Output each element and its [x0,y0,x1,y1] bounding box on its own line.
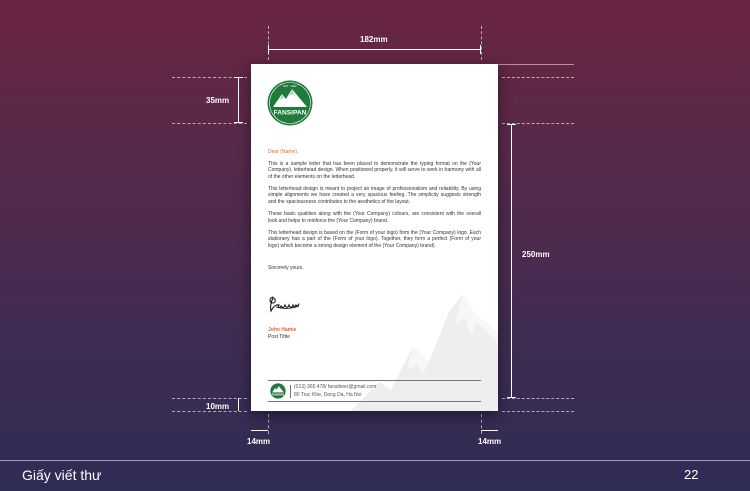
dim-width-tick-left [268,45,269,54]
dim-header-line [238,77,239,123]
footer-contact: (013) 365 478/ fansibeer@gmail.com [294,384,377,390]
footer-address: 80 Truc Khe, Dong Da, Ha Noi [294,392,362,398]
letter-paragraph: This is a sample letter that has been placed to demonstrate the typing format on the (Your Company). letterhead design. When positioned properly, it will serve to work in harmony with all of the other elements on the letterhead. [268,160,481,180]
dim-footer-line [238,398,239,411]
letter-greeting: Dear (Name), [268,149,299,155]
letter-paragraph: This letterhead design is based on the (Form of your logo) form the (Your Company) logo. Each stationery has a part of the (Form of your logo). Together, they form a perfect (Form of your logo) which become a strong design element of the (Your Company) brand). [268,229,481,249]
mountain-watermark-icon [351,274,498,411]
section-title: Giấy viết thư [22,467,102,483]
dim-footer-label: 10mm [206,402,230,411]
dim-width-label: 182mm [360,35,388,44]
guide-left-margin-bottom [268,414,269,434]
letterhead-paper [251,64,498,411]
dim-height-tick-bottom [507,397,516,398]
dim-height-tick-top [507,124,516,125]
dim-height-label: 250mm [522,250,550,259]
signer-name: John Hamie [268,327,297,333]
dim-height-line [511,124,512,398]
guide-header-bottom [172,123,247,124]
guide-page-top [498,64,574,65]
dim-left-margin-line [251,430,268,431]
signer-title: Post Tittle [268,334,290,340]
signature-image [267,294,301,314]
dim-header-tick-top [234,77,243,78]
guide-right-margin [481,26,482,60]
letter-body [268,149,481,277]
logo-arc-text: EST · 1992 [283,85,297,89]
fansipan-logo [267,80,313,126]
dim-left-margin-label: 14mm [247,437,271,446]
page-number: 22 [684,467,699,482]
footer-logo-text: FANSIPAN [271,393,285,397]
guide-footer-bottom [172,411,247,412]
page-bottom-rule [0,460,750,461]
guide-header-top-right [502,77,574,78]
letter-paragraph: This letterhead design is meant to project an image of professionalism and reliability. By using simple alignments we have created a very spacious feeling. The simplicity suggests strength and the spaciousness contributes to the aesthetics of the layout. [268,185,481,205]
guide-footer-top-right [502,398,574,399]
footer-logo [270,383,286,399]
dim-width-tick-right [480,45,481,54]
footer-divider-top [268,380,481,381]
footer-separator [290,385,291,398]
guide-right-margin-bottom [481,414,482,434]
dim-header-tick-bottom [234,122,243,123]
dim-width-line [268,49,481,50]
letter-paragraph: These basic qualities along with the (Your Company) colours, are consistent with the overall look and helps to reinforce the (Your Company) brand. [268,210,481,224]
dim-right-margin-line [481,430,498,431]
guide-footer-bottom-right [502,411,574,412]
logo-text: FANSIPAN [273,109,307,117]
dim-right-margin-label: 14mm [478,437,502,446]
guide-left-margin [268,26,269,60]
dim-header-label: 35mm [206,96,230,105]
guide-footer-top [172,398,247,399]
footer-divider-bottom [268,401,481,402]
letter-closing: Sincerely yours, [268,265,304,272]
